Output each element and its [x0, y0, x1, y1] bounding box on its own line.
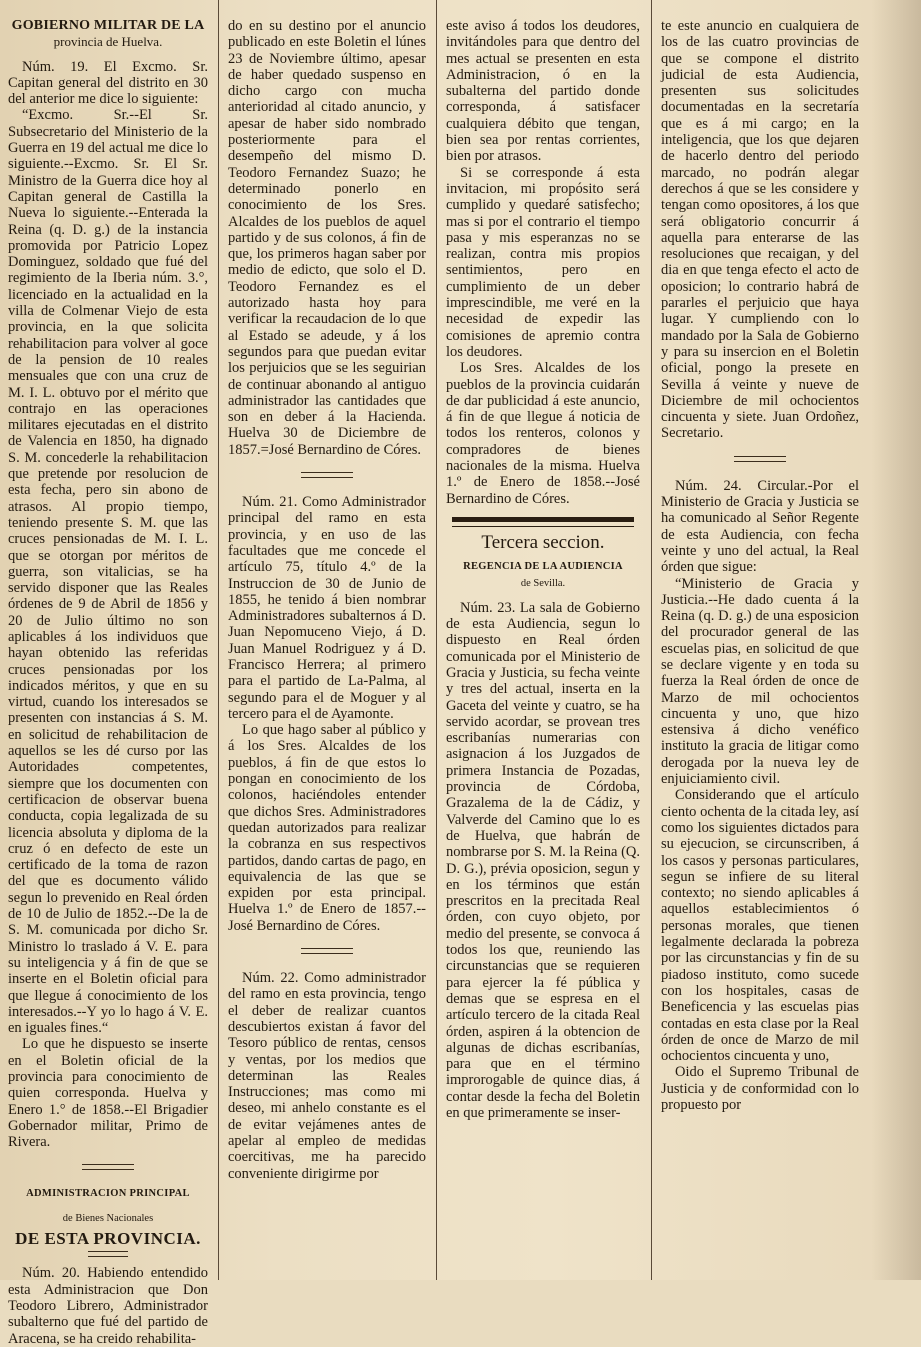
- article-paragraph: te este anuncio en cualquiera de los de las cuatro provincias de que se compone el distrito judicial de esta Audiencia, presenten sus solicitudes documentadas en la secretaría que es á mi cargo; en la inteligencia, que los que dejaren de hacerlo dentro del periodo marcado, no podrán alegar derechos á que se les considere y tengan como opositores, á los que será obligatorio concurrir á aquella para enterarse de las resoluciones que recaigan, y del dia en que tenga efecto el acto de oposicion; lo contrario habrá de pararles el perjuicio que haya lugar. Y cumpliendo con lo mandado por la Sala de Gobierno y para su insercion en el Boletin oficial, pongo la presete en Sevilla á veinte y nueve de Diciembre de mil ochocientos cincuenta y siete. Juan Ordoñez, Secretario.: [661, 18, 859, 442]
- article-paragraph: “Ministerio de Gracia y Justicia.--He dado cuenta á la Reina (q. D. g.) de una esposicion del procurador general de las escuelas pias, en solicitud de que se declare vigente y en toda su fuerza la Real órden de once de Marzo de mil ochocientos cincuenta y uno, que hizo estensiva á dicho venéfico instituto la gracia de litigar como derogada por la nueva ley de enjuiciamiento civil.: [661, 575, 859, 788]
- column-2: [228, 18, 426, 1280]
- article-paragraph: este aviso á todos los deudores, invitándoles para que dentro del mes actual se presenten en esta Administracion, ó en la subalterna del partido donde corresponda, á satisfacer cualquiera débito que tengan, bien sea por rentas corrientes, bien por atrasos.: [446, 18, 640, 165]
- divider: [82, 1164, 134, 1170]
- divider: [301, 948, 353, 954]
- column-4: [661, 18, 859, 1280]
- article-paragraph: Considerando que el artículo ciento ochenta de la citada ley, así como los siguientes dictados para su ejecucion, se circunscriben, á los casos y personas particulares, segun se infiere de su literal contexto; no siendo aplicables á aquellos establecimientos ó personas morales, que tienen legalmente declarada la pobreza por las circunstancias y fin de su piadoso instituto, como sucede con los hospitales, casas de Beneficencia y las escuelas pias contadas en esta clase por la Real órden de once de Marzo de mil ochocientos cincuenta y uno,: [661, 787, 859, 1065]
- article-paragraph: do en su destino por el anuncio publicado en este Boletin el lúnes 23 de Noviembre último, apesar de haber quedado suspenso en dicho cargo con mucha anterioridad al citado anuncio, y apesar de haber sido nombrado posteriormente para el desempeño del mismo D. Teodoro Fernandez Suazo; he determinado ponerlo en conocimiento de los Sres. Alcaldes de los pueblos de aquel partido y de sus colonos, á fin de que, los primeros hagan saber por medio de edicto, que solo el D. Teodoro Fernandez es el autorizado hasta hoy para verificar la recaudacion de lo que al Estado se adeude, y á los segundos para que puedan evitar los perjuicios que se les seguirian de continuar abonando al antiguo administrador las cantidades que son en deber á la Hacienda. Huelva 30 de Diciembre de 1857.=José Bernardino de Córes.: [228, 18, 426, 458]
- article-paragraph: Núm. 21. Como Administrador principal del ramo en esta provincia, y en uso de las facultades que me concede el artículo 75, título 4.º de la Instruccion de 30 de Junio de 1855, he tenido á bien nombrar Administradores subalternos á D. Juan Nepomuceno Viejo, á D. Juan Manuel Rodriguez y á D. Francisco Herrera; al primero para el partido de La-Palma, al segundo para el de Moguer y al tercero para el de Ayamonte.: [228, 494, 426, 722]
- article-paragraph: Núm. 20. Habiendo entendido esta Administracion que Don Teodoro Librero, Administrador subalterno que fué del partido de Aracena, se ha creido rehabilita-: [8, 1265, 208, 1347]
- section-title: DE ESTA PROVINCIA.: [15, 1229, 201, 1249]
- article-paragraph: Núm. 22. Como administrador del ramo en esta provincia, tengo el deber de realizar cuantos descubiertos existan á favor del Tesoro público de rentas, censos y ventas, por los medios que determinan las Reales Instrucciones; mas como mi deseo, mi anhelo constante es el de evitar vejámenes antes de apelar al empleo de medidas coercitivas, me ha parecido conveniente dirigirme por: [228, 970, 426, 1182]
- article-paragraph: “Excmo. Sr.--El Sr. Subsecretario del Ministerio de la Guerra en 19 del actual me dice lo siguiente.--Excmo. Sr. El Sr. Ministro de la Guerra dice hoy al Capitan general de Castilla la Nueva lo siguiente.--Enterada la Reina (q. D. g.) de la instancia promovida por Patricio Lopez Dominguez, soldado que fué del regimiento de la Iberia núm. 3.°, licenciado en la actualidad en la villa de Colmenar Viejo de esta provincia, en la que solicita rehabilitacion para volver al goce de la pension de 10 reales mensuales que con una cruz de M. I. L. obtuvo por el mérito que contrajo en las operaciones militares ejecutadas en el distrito de Valencia en 1850, ha dignado S. M. concederle la rehabilitacion que pretende por resolucion de esta fecha, pero sin abono de atrasos. Al propio tiempo, teniendo presente S. M. que las cruces pensionadas de M. I. L. que se otorgan por méritos de guerra, son vitalicias, se ha servido disponer que las Reales órdenes de 9 de Abril de 1856 y 20 de Julio último no son aplicables á los individuos que hayan obtenido las referidas cruces pensionadas por los indicados méritos, y que en su virtud, cuando los interesados se presenten con instancias á S. M. en solicitud de rehabilitacion de aquellos se les dé curso por las Autoridades competentes, siempre que los documenten con certificacion de observar buena conducta, copia legalizada de su licencia absoluta y diploma de la cruz ó en defecto de este un certificado de la toma de razon del que es documento válido segun lo prevenido en Real órden de 10 de Julio de 1852.--De la de S. M. comunicada por dicho Sr. Ministro lo traslado á V. E. para su inteligencia y á fin de que se inserte en el Boletin oficial para que llegue á conocimiento de los interesados.--Y yo lo hago á V. E. en iguales fines.“: [8, 107, 208, 1037]
- article-paragraph: Los Sres. Alcaldes de los pueblos de la provincia cuidarán de dar publicidad á este anuncio, á fin de que llegue á noticia de todos los renteros, colonos y compradores de bienes nacionales de la misma. Huelva 1.º de Enero de 1858.--José Bernardino de Córes.: [446, 360, 640, 507]
- column-1: [8, 18, 208, 1347]
- page-edge-shadow: [871, 0, 921, 1280]
- article-paragraph: Lo que hago saber al público y á los Sres. Alcaldes de los pueblos, á fin de que estos lo pongan en conocimiento de los colonos, haciéndoles entender que dichos Sres. Administradores quedan autorizados para realizar la cobranza en sus respectivos partidos, dando cartas de pago, en equivalencia de las que se expiden por esta principal. Huelva 1.º de Enero de 1857.--José Bernardino de Córes.: [228, 722, 426, 934]
- section-subheading: de Bienes Nacionales: [62, 1212, 154, 1224]
- article-paragraph: Núm. 23. La sala de Gobierno de esta Audiencia, segun lo dispuesto en Real órden comunicada por el Ministerio de Gracia y Justicia, su fecha veinte y tres del actual, inserta en la Gaceta del veinte y cuatro, se ha servido acordar, se provean tres escribanías numerarias con asignacion á los Juzgados de primera Instancia de Pozadas, provincia de Córdoba, Grazalema de la de Cádiz, y Valverde del Camino que lo es de Huelva, que habrán de nombrarse por S. M. la Reina (Q. D. G.), prévia oposicion, segun y en los términos que están prescritos en la precitada Real órden, con cuyo objeto, por medio del presente, se convoca á todos los que, reuniendo las circunstancias que se requieren para ejercer la fé pública y demas que se espresa en el artículo tercero de la citada Real órden, aspiren á la obtencion de algunas de dichas escribanías, para que en el término improrogable de quince dias, á contar desde la fecha del Boletin en que primeramente se inser-: [446, 599, 640, 1121]
- section-heading: ADMINISTRACION PRINCIPAL: [26, 1188, 190, 1200]
- divider: [734, 456, 786, 462]
- section-subheading: de Sevilla.: [520, 577, 566, 589]
- article-paragraph: Núm. 19. El Excmo. Sr. Capitan general del distrito en 30 del anterior me dice lo siguiente:: [8, 58, 208, 108]
- article-paragraph: Oido el Supremo Tribunal de Justicia y de conformidad con lo propuesto por: [661, 1064, 859, 1113]
- column-rule: [436, 0, 437, 1280]
- article-paragraph: Lo que he dispuesto se inserte en el Boletin oficial de la provincia para conocimiento de quien corresponda. Huelva y Enero 1.° de 1858.--El Brigadier Gobernador militar, Primo de Rivera.: [8, 1036, 208, 1151]
- divider: [301, 472, 353, 478]
- column-rule: [218, 0, 219, 1280]
- section-rule: [452, 517, 634, 522]
- section-heading: GOBIERNO MILITAR DE LA: [11, 18, 205, 33]
- column-rule: [651, 0, 652, 1280]
- divider: [88, 1251, 128, 1257]
- section-heading: REGENCIA DE LA AUDIENCIA: [463, 561, 623, 573]
- column-3: [446, 18, 640, 1280]
- section-rule: [452, 526, 634, 527]
- article-paragraph: Si se corresponde á esta invitacion, mi propósito será cumplido y quedaré satisfecho; mas si por el contrario el tiempo pasa y mis esperanzas no se realizan, contra mis propios sentimientos, pero en cumplimiento de un deber imprescindible, me veré en la necesidad de expedir las comisiones de apremio contra los deudores.: [446, 164, 640, 360]
- article-paragraph: Núm. 24. Circular.-Por el Ministerio de Gracia y Justicia se ha comunicado al Señor Regente de esta Audiencia, con fecha veinte y uno del actual, la Real órden que sigue:: [661, 477, 859, 576]
- section-title: Tercera seccion.: [481, 531, 605, 553]
- section-subheading: provincia de Huelva.: [53, 34, 163, 50]
